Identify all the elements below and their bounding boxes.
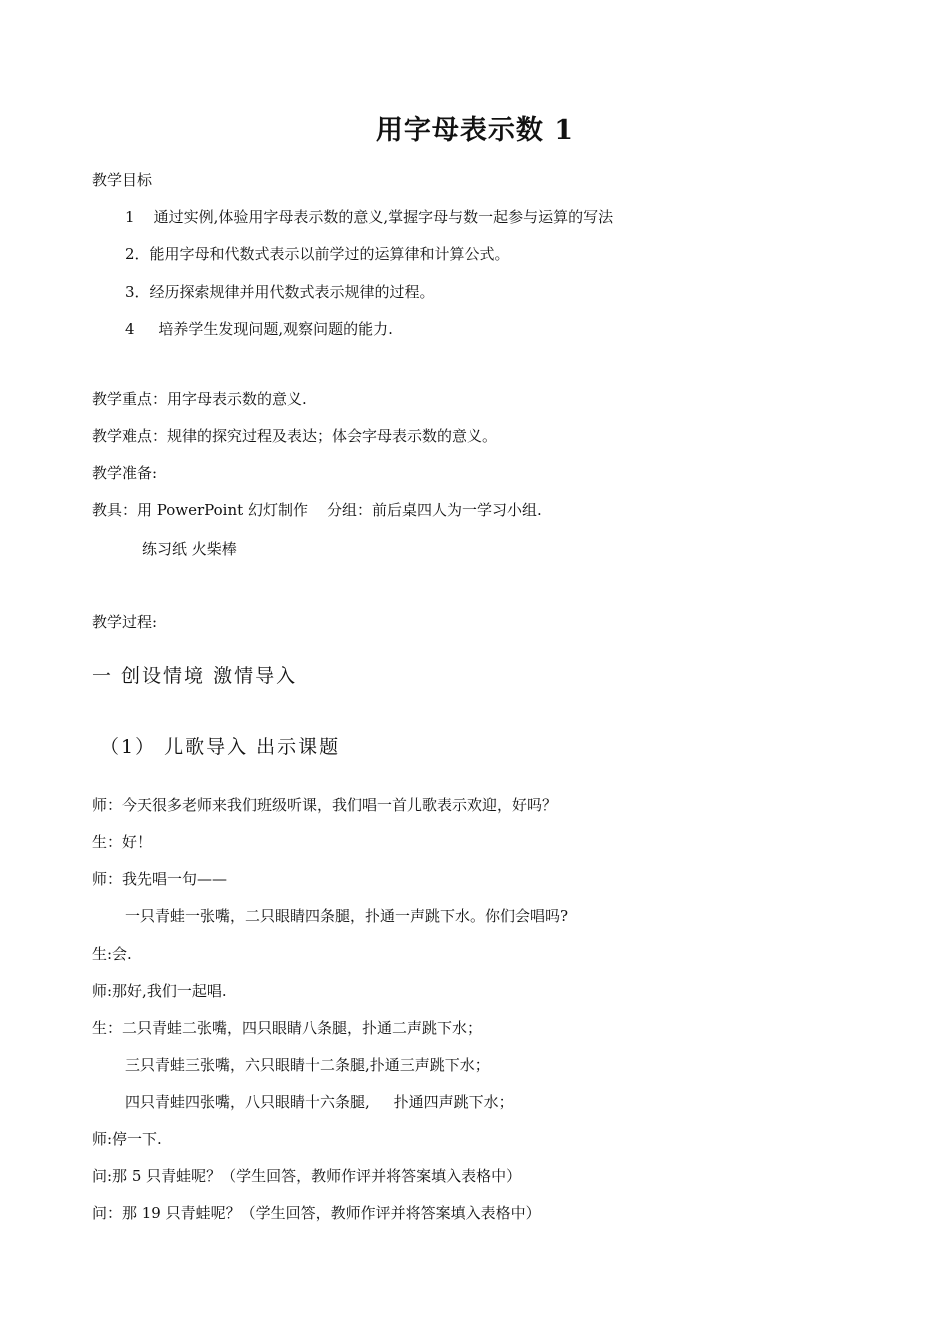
dialogue-line: 一只青蛙一张嘴，二只眼睛四条腿，扑通一声跳下水。你们会唱吗? (125, 907, 569, 925)
dialogue-line: 问:那 5 只青蛙呢？（学生回答，教师作评并将答案填入表格中） (92, 1167, 522, 1185)
dialogue-line: 师：今天很多老师来我们班级听课，我们唱一首儿歌表示欢迎，好吗？ (92, 796, 558, 814)
dialogue-line: 生：好！ (92, 833, 153, 851)
objective-item: 3．经历探索规律并用代数式表示规律的过程。 (125, 283, 435, 301)
key-point: 教学重点：用字母表示数的意义. (92, 390, 307, 408)
dialogue-line: 生:会. (92, 945, 132, 963)
dialogue-line: 问：那 19 只青蛙呢？（学生回答，教师作评并将答案填入表格中） (92, 1204, 541, 1222)
difficulty: 教学难点：规律的探究过程及表达；体会字母表示数的意义。 (92, 427, 498, 445)
teaching-tools-continued: 练习纸 火柴棒 (142, 540, 237, 558)
section-heading: 一 创设情境 激情导入 (92, 665, 298, 687)
dialogue-line: 三只青蛙三张嘴，六只眼睛十二条腿,扑通三声跳下水； (125, 1056, 490, 1074)
objective-item: 4 培养学生发现问题,观察问题的能力. (125, 320, 393, 338)
section-subheading: （1） 儿歌导入 出示课题 (100, 736, 341, 758)
teaching-tools: 教具：用 PowerPoint 幻灯制作 分组：前后桌四人为一学习小组. (92, 501, 542, 519)
objective-item: 1 通过实例,体验用字母表示数的意义,掌握字母与数一起参与运算的写法 (125, 208, 614, 226)
dialogue-line: 师:停一下. (92, 1130, 162, 1148)
preparation-label: 教学准备: (92, 464, 158, 482)
objective-item: 2．能用字母和代数式表示以前学过的运算律和计算公式。 (125, 245, 510, 263)
process-label: 教学过程: (92, 613, 158, 631)
objectives-label: 教学目标 (92, 171, 153, 189)
dialogue-line: 生：二只青蛙二张嘴，四只眼睛八条腿，扑通二声跳下水； (92, 1019, 483, 1037)
dialogue-line: 师:那好,我们一起唱. (92, 982, 227, 1000)
document-title: 用字母表示数 1 (375, 115, 575, 146)
dialogue-line: 四只青蛙四张嘴，八只眼睛十六条腿, 扑通四声跳下水； (125, 1093, 514, 1111)
dialogue-line: 师：我先唱一句—— (92, 870, 228, 888)
